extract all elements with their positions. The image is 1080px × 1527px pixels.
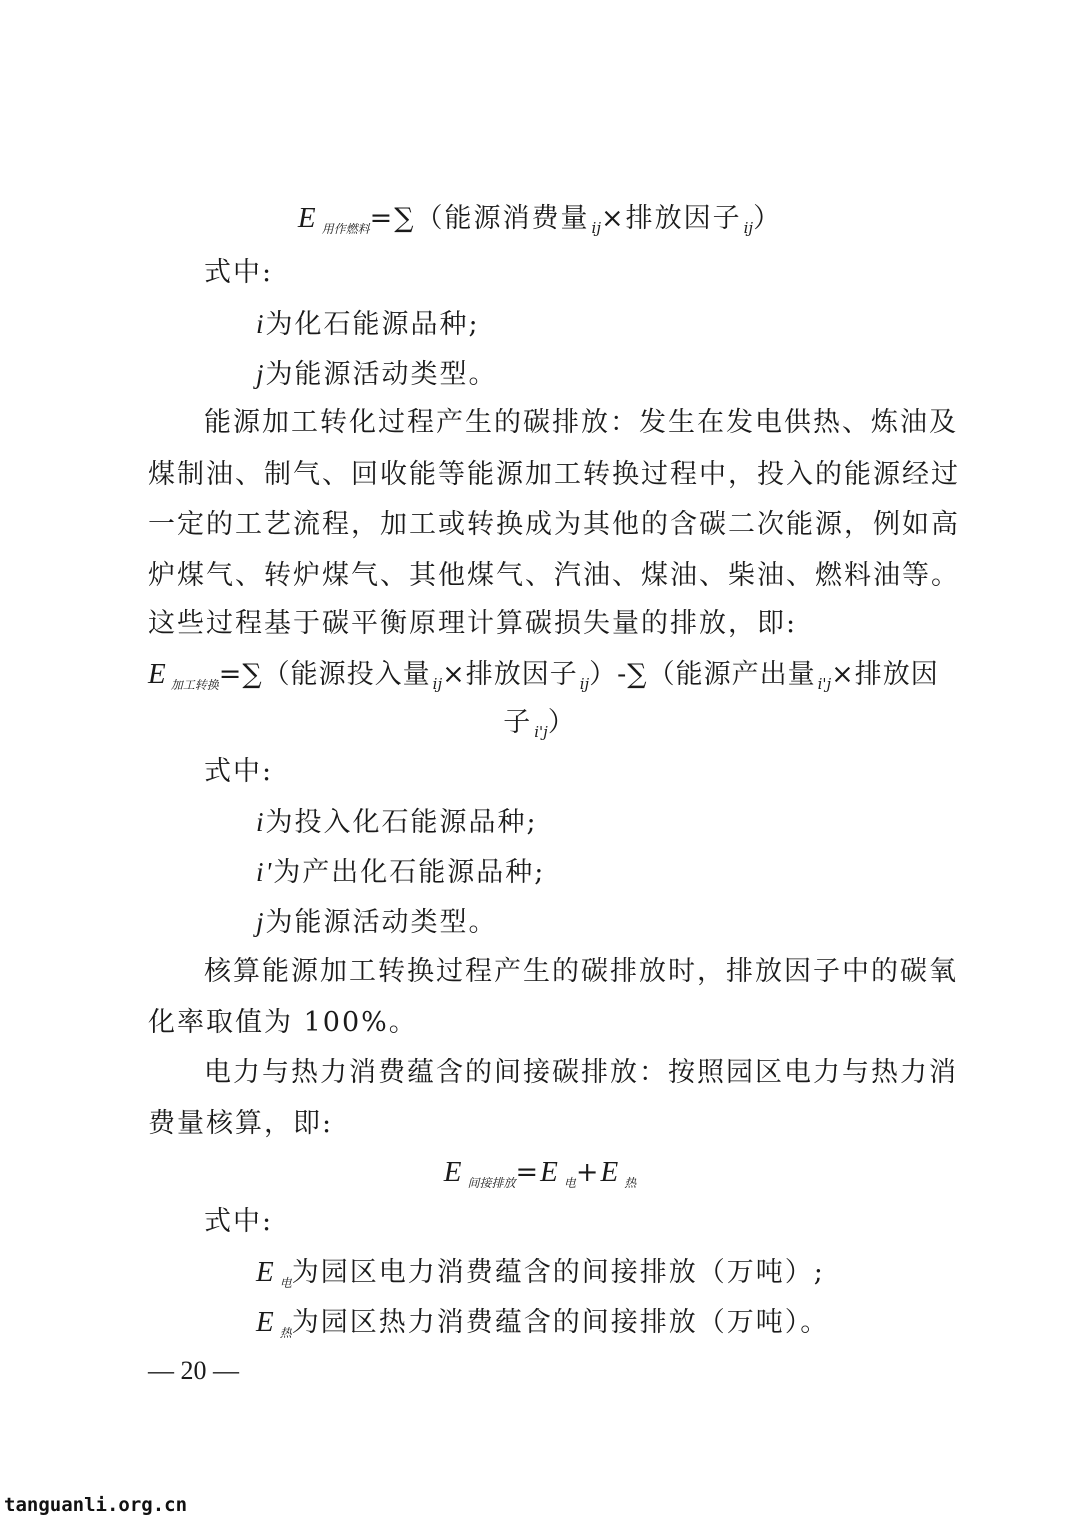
variable: j (256, 907, 266, 937)
paragraph-line: 煤制油、制气、回收能等能源加工转换过程中，投入的能源经过 (148, 459, 960, 490)
formula-plus: + (575, 1157, 601, 1188)
formula-symbol: E (540, 1156, 560, 1188)
variable-subscript: 电 (279, 1276, 292, 1290)
formula-symbol: E (600, 1156, 621, 1188)
definition-e-heat (256, 1302, 829, 1353)
paragraph-line: 电力与热力消费蕴含的间接碳排放：按照园区电力与热力消 (204, 1057, 958, 1088)
formula-rhs-b: ×排放因子 (601, 203, 742, 234)
where-label: 式中: (204, 1206, 274, 1237)
formula-index: ij (591, 219, 601, 237)
watermark: tanguanli.org.cn (4, 1494, 188, 1516)
formula-index: i'j (817, 675, 832, 693)
variable-subscript: 热 (279, 1326, 292, 1340)
paragraph-line: 化率取值为 100%。 (148, 1007, 418, 1038)
formula-index: ij (743, 219, 754, 237)
formula-symbol: E (443, 1156, 464, 1188)
definition-text: 为化石能源品种; (265, 309, 480, 340)
definition-i (256, 304, 480, 345)
variable: i' (256, 857, 274, 887)
formula-index: ij (579, 675, 590, 693)
formula-rhs-a: =∑（能源消费量 (369, 203, 590, 234)
definition-e-electric (256, 1252, 825, 1303)
paragraph-line: 核算能源加工转换过程产生的碳排放时，排放因子中的碳氧 (204, 956, 958, 987)
formula-indirect-emission (0, 1152, 1080, 1203)
definition-text: 为能源活动类型。 (265, 359, 498, 390)
page-number: — 20 — (148, 1356, 239, 1385)
formula-subscript: 热 (624, 1176, 637, 1190)
formula-cont: 子 (503, 707, 533, 738)
formula-symbol: E (297, 202, 318, 234)
variable: E (256, 1256, 276, 1288)
formula-symbol: E (148, 658, 167, 690)
definition-i (256, 802, 538, 843)
formula-fuel-combustion (0, 198, 1080, 249)
formula-part-c: ）-∑（能源产出量 (589, 659, 816, 690)
formula-continuation (0, 703, 1080, 752)
definition-text: 为园区热力消费蕴含的间接排放（万吨）。 (291, 1307, 830, 1338)
definition-text: 为投入化石能源品种; (265, 807, 538, 838)
variable: j (256, 359, 266, 389)
formula-rhs-c: ） (753, 203, 783, 234)
formula-index: i'j (534, 723, 548, 741)
formula-subscript: 间接排放 (467, 1176, 516, 1190)
paragraph-line: 费量核算，即: (148, 1108, 334, 1139)
formula-part-b: ×排放因子 (442, 659, 578, 690)
definition-text: 为产出化石能源品种; (273, 857, 546, 888)
variable: E (256, 1306, 276, 1338)
formula-cont-end: ） (547, 707, 577, 738)
formula-equals: = (515, 1157, 541, 1188)
paragraph-line: 这些过程基于碳平衡原理计算碳损失量的排放，即: (148, 608, 798, 639)
definition-text: 为能源活动类型。 (265, 907, 498, 938)
definition-i-prime (256, 852, 545, 893)
paragraph-line: 炉煤气、转炉煤气、其他煤气、汽油、煤油、柴油、燃料油等。 (148, 560, 960, 591)
formula-subscript: 加工转换 (170, 678, 219, 692)
formula-subscript: 用作燃料 (321, 222, 370, 236)
variable: i (256, 309, 266, 339)
variable: i (256, 807, 266, 837)
definition-j (256, 902, 498, 943)
paragraph-line: 能源加工转化过程产生的碳排放：发生在发电供热、炼油及 (204, 407, 958, 438)
where-label: 式中: (204, 756, 274, 787)
formula-part-a: =∑（能源投入量 (218, 659, 431, 690)
formula-processing-conversion (148, 654, 939, 705)
paragraph-line: 一定的工艺流程，加工或转换成为其他的含碳二次能源，例如高 (148, 509, 960, 540)
formula-index: ij (432, 675, 443, 693)
formula-subscript: 电 (563, 1176, 576, 1190)
definition-text: 为园区电力消费蕴含的间接排放（万吨）; (291, 1257, 825, 1288)
where-label: 式中: (204, 257, 274, 288)
definition-j (256, 354, 498, 395)
formula-part-d: ×排放因 (831, 659, 939, 690)
